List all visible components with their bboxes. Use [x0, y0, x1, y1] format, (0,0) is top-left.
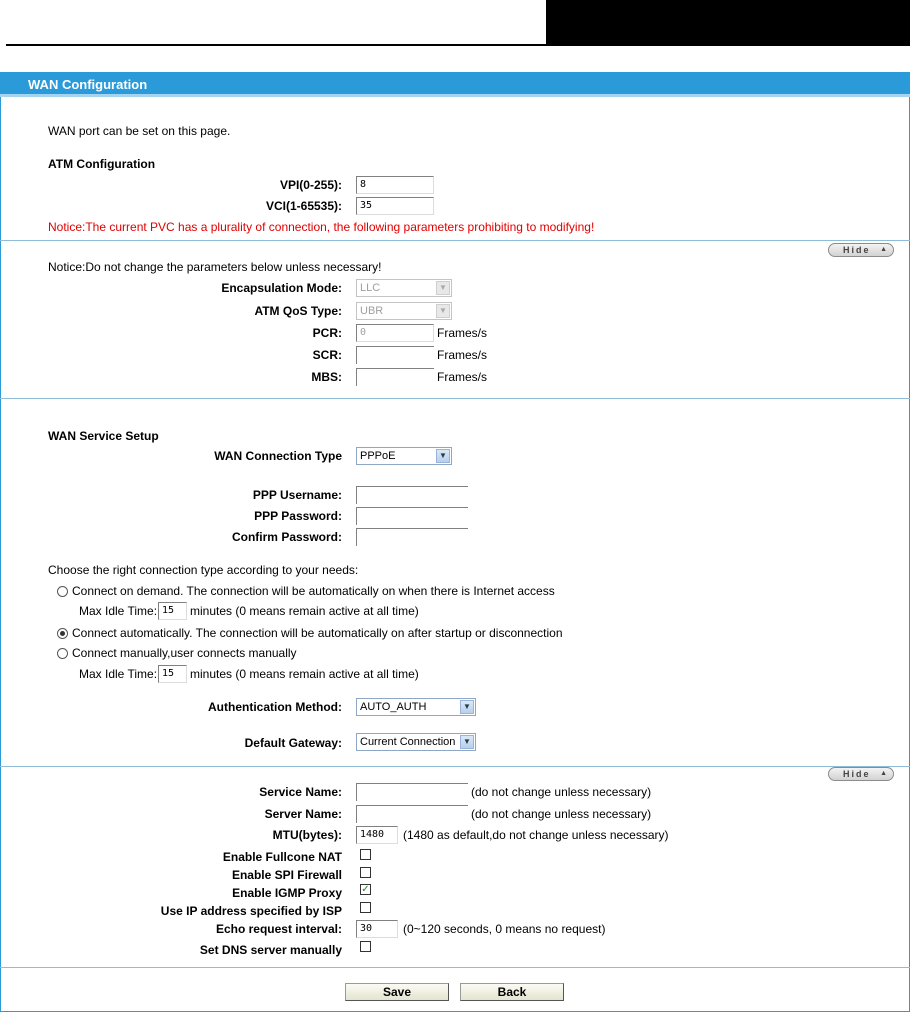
mtu-label: MTU(bytes):	[272, 828, 342, 842]
echo-interval-note: (0~120 seconds, 0 means no request)	[403, 922, 606, 936]
save-button[interactable]: Save	[345, 983, 449, 1001]
spi-firewall-checkbox[interactable]	[360, 867, 371, 878]
confirm-password-label: Confirm Password:	[231, 530, 342, 544]
radio-connect-automatically[interactable]	[57, 628, 68, 639]
vpi-label: VPI(0-255):	[279, 178, 342, 192]
conn-type-value: PPPoE	[360, 450, 396, 462]
opt-manual-label: Connect manually,user connects manually	[72, 646, 297, 660]
conn-type-label: WAN Connection Type	[214, 449, 342, 463]
divider	[0, 240, 910, 241]
server-name-input[interactable]	[356, 805, 468, 823]
pvc-notice: Notice:The current PVC has a plurality of connection, the following parameters prohibiting to modifying!	[48, 220, 595, 234]
encap-label: Encapsulation Mode:	[221, 281, 342, 295]
ppp-password-label: PPP Password:	[254, 509, 342, 523]
choose-text: Choose the right connection type according to your needs:	[48, 563, 359, 577]
pcr-unit: Frames/s	[437, 326, 488, 340]
auth-method-select[interactable]	[356, 698, 476, 716]
atm-config-title: ATM Configuration	[48, 157, 156, 171]
conn-type-select[interactable]	[356, 447, 452, 465]
spi-firewall-label: Enable SPI Firewall	[231, 868, 342, 882]
fullcone-nat-label: Enable Fullcone NAT	[222, 850, 342, 864]
hide-button-atm[interactable]	[828, 243, 894, 257]
chevron-down-icon: ▼	[460, 700, 474, 714]
max-idle-suffix-1: minutes (0 means remain active at all time)	[190, 604, 419, 618]
use-isp-ip-checkbox[interactable]	[360, 902, 371, 913]
radio-connect-manually[interactable]	[57, 648, 68, 659]
ppp-password-input[interactable]	[356, 507, 468, 525]
default-gateway-value: Current Connection	[360, 736, 456, 748]
encap-value: LLC	[360, 282, 381, 294]
ppp-username-label: PPP Username:	[252, 488, 342, 502]
divider	[0, 967, 910, 968]
qos-value: UBR	[360, 305, 384, 317]
encap-select[interactable]	[356, 279, 452, 297]
scr-input[interactable]	[356, 346, 434, 364]
mbs-label: MBS:	[311, 370, 342, 384]
hide-label: Hide	[843, 769, 871, 779]
service-name-input[interactable]	[356, 783, 468, 801]
qos-select[interactable]	[356, 302, 452, 320]
vci-label: VCI(1-65535):	[265, 199, 342, 213]
chevron-down-icon: ▼	[436, 449, 450, 463]
top-black-block	[546, 0, 910, 46]
set-dns-label: Set DNS server manually	[199, 943, 342, 957]
set-dns-checkbox[interactable]	[360, 941, 371, 952]
confirm-password-input[interactable]	[356, 528, 468, 546]
divider	[0, 398, 910, 399]
divider	[0, 766, 910, 767]
mtu-input[interactable]: 1480	[356, 826, 398, 844]
scr-label: SCR:	[312, 348, 342, 362]
echo-interval-input[interactable]: 30	[356, 920, 398, 938]
max-idle-label-2: Max Idle Time:	[79, 667, 158, 681]
auth-method-label: Authentication Method:	[208, 700, 342, 714]
pcr-input[interactable]: 0	[356, 324, 434, 342]
radio-connect-on-demand[interactable]	[57, 586, 68, 597]
mbs-input[interactable]	[356, 368, 434, 386]
hide-label: Hide	[843, 245, 871, 255]
advanced-notice: Notice:Do not change the parameters below unless necessary!	[48, 260, 382, 274]
arrow-up-icon: ▲	[880, 246, 887, 253]
top-rule	[6, 44, 546, 46]
default-gateway-select[interactable]	[356, 733, 476, 751]
vpi-input[interactable]: 8	[356, 176, 434, 194]
use-isp-ip-label: Use IP address specified by ISP	[160, 904, 342, 918]
igmp-proxy-checkbox[interactable]	[360, 884, 371, 895]
intro-text: WAN port can be set on this page.	[48, 124, 231, 138]
panel-header: WAN Configuration	[0, 72, 910, 97]
chevron-down-icon: ▼	[436, 281, 450, 295]
server-name-label: Server Name:	[264, 807, 342, 821]
echo-interval-label: Echo request interval:	[215, 922, 342, 936]
chevron-down-icon: ▼	[436, 304, 450, 318]
scr-unit: Frames/s	[437, 348, 488, 362]
opt-demand-label: Connect on demand. The connection will be automatically on when there is Internet access	[72, 584, 555, 598]
default-gateway-label: Default Gateway:	[244, 736, 342, 750]
mbs-unit: Frames/s	[437, 370, 488, 384]
vci-input[interactable]: 35	[356, 197, 434, 215]
chevron-down-icon: ▼	[460, 735, 474, 749]
checkmark-icon: ✓	[361, 884, 370, 895]
max-idle-label-1: Max Idle Time:	[79, 604, 158, 618]
max-idle-input-2[interactable]: 15	[158, 665, 187, 683]
server-name-note: (do not change unless necessary)	[471, 807, 652, 821]
arrow-up-icon: ▲	[880, 770, 887, 777]
auth-method-value: AUTO_AUTH	[360, 701, 427, 713]
back-button[interactable]: Back	[460, 983, 564, 1001]
service-name-label: Service Name:	[259, 785, 342, 799]
max-idle-suffix-2: minutes (0 means remain active at all time)	[190, 667, 419, 681]
hide-button-ppp[interactable]	[828, 767, 894, 781]
service-name-note: (do not change unless necessary)	[471, 785, 652, 799]
mtu-note: (1480 as default,do not change unless necessary)	[403, 828, 669, 842]
opt-auto-label: Connect automatically. The connection will be automatically on after startup or disconnection	[72, 626, 563, 640]
max-idle-input-1[interactable]: 15	[158, 602, 187, 620]
qos-label: ATM QoS Type:	[254, 304, 342, 318]
igmp-proxy-label: Enable IGMP Proxy	[232, 886, 342, 900]
pcr-label: PCR:	[312, 326, 342, 340]
ppp-username-input[interactable]	[356, 486, 468, 504]
wan-service-title: WAN Service Setup	[48, 429, 159, 443]
fullcone-nat-checkbox[interactable]	[360, 849, 371, 860]
